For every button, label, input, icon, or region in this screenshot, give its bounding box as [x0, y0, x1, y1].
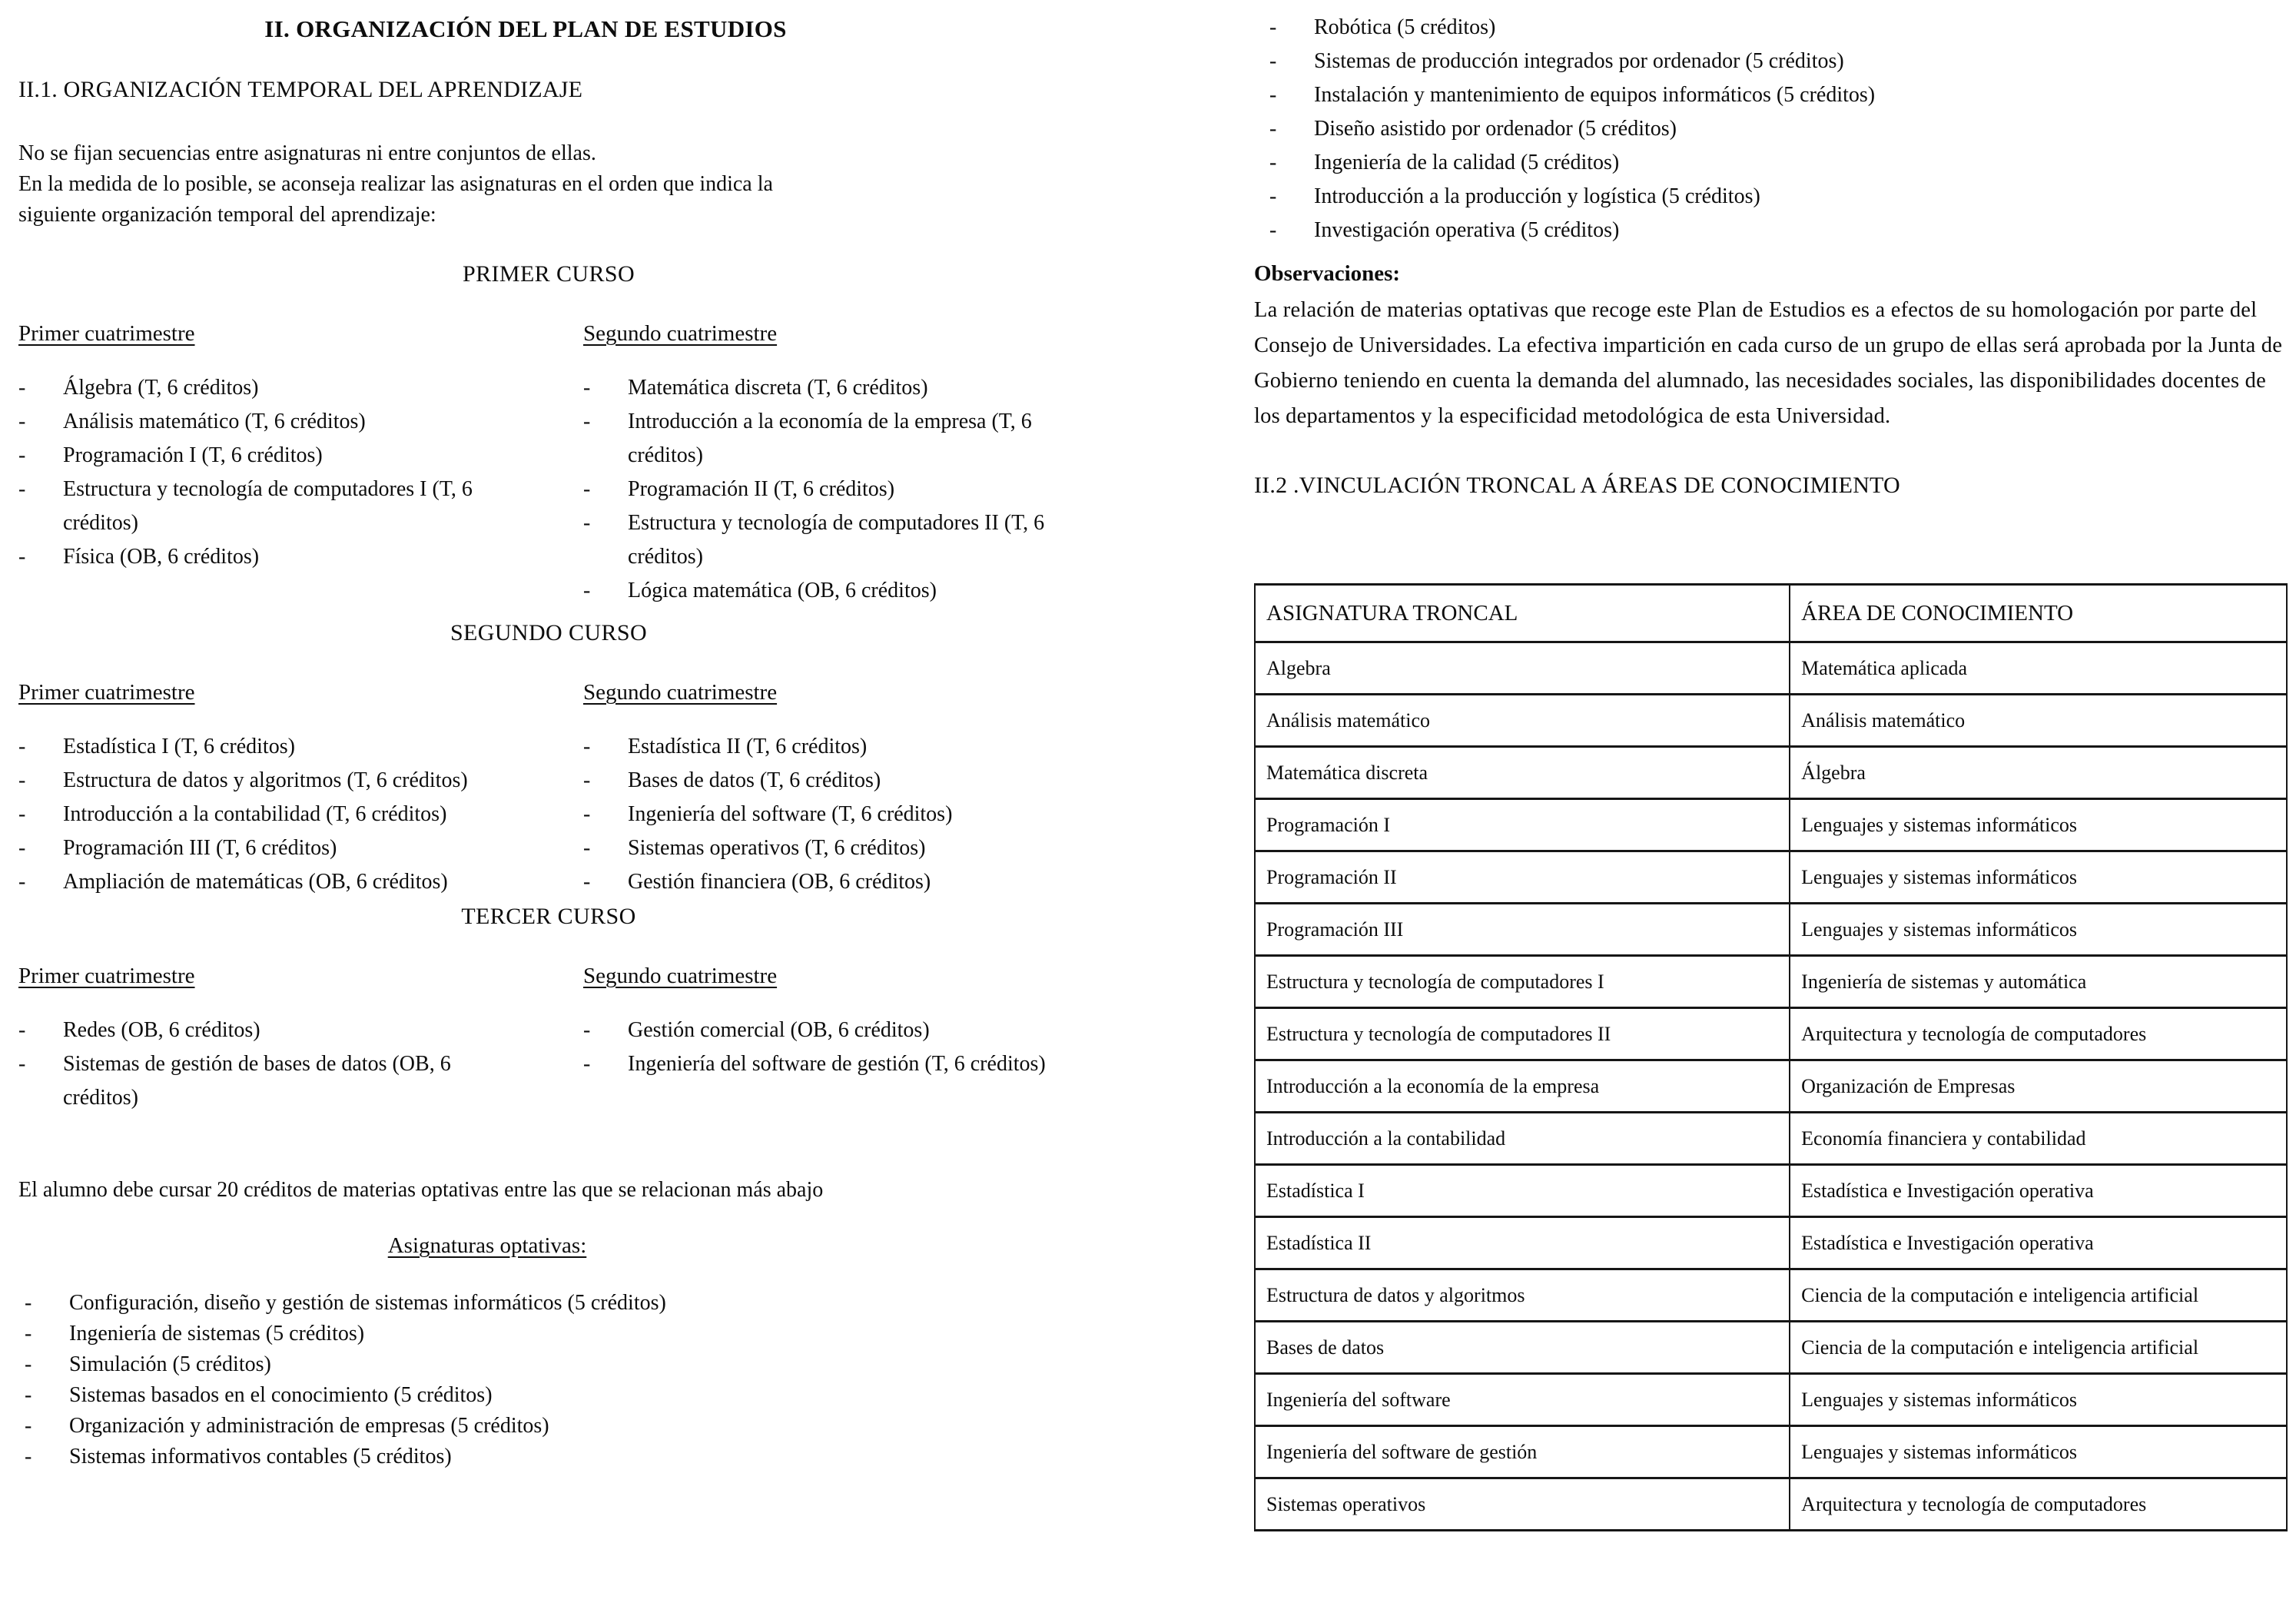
course-item-text: Ingeniería del software de gestión (T, 6 créditos) [628, 1052, 1046, 1076]
bullet-dash: - [1269, 83, 1277, 107]
bullet-dash: - [1269, 117, 1277, 141]
cell-asignatura: Sistemas operativos [1255, 1478, 1790, 1531]
cell-area: Estadística e Investigación operativa [1790, 1165, 2287, 1217]
bullet-dash: - [18, 768, 26, 792]
optional-subject-item [1269, 112, 2293, 146]
table-row [1255, 1008, 2287, 1060]
table-row [1255, 1478, 2287, 1531]
optional-subject-text: Organización y administración de empresas (5 créditos) [69, 1414, 549, 1438]
table-row [1255, 695, 2287, 747]
course-item [583, 574, 1125, 608]
bullet-dash: - [1269, 151, 1277, 174]
course-item-text: Introducción a la economía de la empresa (T, 6 créditos) [628, 410, 1032, 467]
cell-area: Matemática aplicada [1790, 642, 2287, 695]
cell-asignatura: Ingeniería del software [1255, 1374, 1790, 1426]
table-row [1255, 1165, 2287, 1217]
cell-asignatura: Matemática discreta [1255, 747, 1790, 799]
cell-area: Organización de Empresas [1790, 1060, 2287, 1113]
intro-line: siguiente organización temporal del aprendizaje: [18, 203, 436, 227]
bullet-dash: - [18, 735, 26, 758]
course-item [583, 405, 1125, 473]
bullet-dash: - [583, 870, 591, 894]
troncal-areas-table [1254, 583, 2288, 1531]
doc-title: II. ORGANIZACIÓN DEL PLAN DE ESTUDIOS [264, 15, 787, 42]
cell-area: Análisis matemático [1790, 695, 2287, 747]
bullet-dash: - [18, 836, 26, 860]
cell-area: Lenguajes y sistemas informáticos [1790, 1426, 2287, 1478]
bullet-dash: - [583, 477, 591, 501]
cell-asignatura: Algebra [1255, 642, 1790, 695]
course-item [18, 764, 556, 798]
cell-asignatura: Bases de datos [1255, 1322, 1790, 1374]
bullet-dash: - [583, 836, 591, 860]
bullet-dash: - [583, 579, 591, 602]
subject-list [18, 1014, 556, 1115]
course-item [583, 473, 1125, 506]
cell-area: Lenguajes y sistemas informáticos [1790, 1374, 2287, 1426]
bullet-dash: - [25, 1383, 32, 1407]
table-row [1255, 1217, 2287, 1269]
optional-subject-item [25, 1349, 1125, 1380]
bullet-dash: - [583, 802, 591, 826]
intro-paragraph [18, 138, 1125, 231]
cell-asignatura: Estructura y tecnología de computadores I [1255, 956, 1790, 1008]
table-header-area: ÁREA DE CONOCIMIENTO [1790, 585, 2287, 642]
bullet-dash: - [25, 1414, 32, 1438]
course-item-text: Programación I (T, 6 créditos) [63, 443, 323, 467]
bullet-dash: - [25, 1352, 32, 1376]
subject-list [18, 371, 556, 574]
cell-area: Lenguajes y sistemas informáticos [1790, 904, 2287, 956]
course-item [18, 1014, 556, 1047]
course-item [583, 730, 1125, 764]
course-item-text: Ingeniería del software (T, 6 créditos) [628, 802, 953, 826]
optional-subject-item [1269, 146, 2293, 180]
bullet-dash: - [18, 545, 26, 569]
optional-subjects-heading: Asignaturas optativas: [387, 1233, 587, 1258]
optional-subject-text: Robótica (5 créditos) [1314, 15, 1496, 39]
course-item-text: Programación II (T, 6 créditos) [628, 477, 895, 501]
course-item-text: Estructura y tecnología de computadores II (T, 6 créditos) [628, 511, 1045, 569]
optional-subject-item [1269, 45, 2293, 78]
segundo-curso-columns [18, 680, 1125, 899]
tercer-curso-second-semester [583, 964, 1125, 1115]
course-title-primer: PRIMER CURSO [462, 261, 635, 287]
course-item [583, 831, 1125, 865]
course-item-text: Sistemas operativos (T, 6 créditos) [628, 836, 926, 860]
semester-label: Segundo cuatrimestre [583, 964, 778, 988]
bullet-dash: - [18, 376, 26, 400]
tercer-curso-first-semester [18, 964, 556, 1115]
cell-asignatura: Estadística I [1255, 1165, 1790, 1217]
optional-subject-item [1269, 180, 2293, 214]
bullet-dash: - [583, 1052, 591, 1076]
course-title-segundo: SEGUNDO CURSO [450, 620, 648, 645]
right-column [1254, 0, 2293, 1531]
course-item-text: Estructura de datos y algoritmos (T, 6 créditos) [63, 768, 468, 792]
course-item [18, 831, 556, 865]
cell-asignatura: Análisis matemático [1255, 695, 1790, 747]
course-item [583, 865, 1125, 899]
table-header-row [1255, 585, 2287, 642]
semester-label: Primer cuatrimestre [18, 964, 195, 988]
intro-line: No se fijan secuencias entre asignaturas ni entre conjuntos de ellas. [18, 141, 596, 165]
semester-label: Segundo cuatrimestre [583, 680, 778, 705]
primer-curso-first-semester [18, 321, 556, 608]
optional-subjects-list-right [1254, 11, 2293, 247]
table-row [1255, 1322, 2287, 1374]
cell-area: Lenguajes y sistemas informáticos [1790, 799, 2287, 851]
segundo-curso-first-semester [18, 680, 556, 899]
optional-subject-text: Ingeniería de sistemas (5 créditos) [69, 1322, 365, 1346]
cell-area: Economía financiera y contabilidad [1790, 1113, 2287, 1165]
optional-subject-text: Sistemas informativos contables (5 créditos) [69, 1445, 452, 1468]
course-item [18, 730, 556, 764]
bullet-dash: - [18, 1052, 26, 1076]
cell-area: Estadística e Investigación operativa [1790, 1217, 2287, 1269]
optional-subject-item [1269, 11, 2293, 45]
cell-asignatura: Estructura y tecnología de computadores II [1255, 1008, 1790, 1060]
bullet-dash: - [18, 802, 26, 826]
bullet-dash: - [583, 376, 591, 400]
intro-line: En la medida de lo posible, se aconseja realizar las asignaturas en el orden que indica la [18, 172, 773, 196]
cell-area: Ciencia de la computación e inteligencia artificial [1790, 1269, 2287, 1322]
subject-list [583, 730, 1125, 899]
course-item-text: Estructura y tecnología de computadores I (T, 6 créditos) [63, 477, 473, 535]
bullet-dash: - [18, 410, 26, 433]
cell-asignatura: Estructura de datos y algoritmos [1255, 1269, 1790, 1322]
course-item-text: Estadística II (T, 6 créditos) [628, 735, 868, 758]
course-item [18, 540, 556, 574]
optional-subject-text: Sistemas basados en el conocimiento (5 créditos) [69, 1383, 493, 1407]
table-row [1255, 956, 2287, 1008]
tercer-curso-columns [18, 964, 1125, 1115]
course-item [18, 798, 556, 831]
optional-subject-text: Introducción a la producción y logística (5 créditos) [1314, 184, 1760, 208]
optional-subject-text: Sistemas de producción integrados por ordenador (5 créditos) [1314, 49, 1844, 73]
optional-subject-text: Simulación (5 créditos) [69, 1352, 271, 1376]
bullet-dash: - [1269, 184, 1277, 208]
course-item [18, 405, 556, 439]
table-row [1255, 799, 2287, 851]
course-item-text: Lógica matemática (OB, 6 créditos) [628, 579, 937, 602]
table-row [1255, 642, 2287, 695]
bullet-dash: - [583, 768, 591, 792]
optional-subject-text: Configuración, diseño y gestión de sistemas informáticos (5 créditos) [69, 1291, 666, 1315]
section-ii1-heading: II.1. ORGANIZACIÓN TEMPORAL DEL APRENDIZAJE [18, 77, 583, 102]
table-row [1255, 904, 2287, 956]
cell-area: Lenguajes y sistemas informáticos [1790, 851, 2287, 904]
optional-subject-item [25, 1288, 1125, 1319]
bullet-dash: - [1269, 49, 1277, 73]
course-item [18, 371, 556, 405]
primer-curso-columns [18, 321, 1125, 608]
table-row [1255, 1060, 2287, 1113]
course-item-text: Ampliación de matemáticas (OB, 6 créditos) [63, 870, 448, 894]
subject-list [583, 1014, 1125, 1081]
cell-asignatura: Programación II [1255, 851, 1790, 904]
table-row [1255, 747, 2287, 799]
optional-subject-item [25, 1442, 1125, 1472]
subject-list [18, 730, 556, 899]
course-item-text: Redes (OB, 6 créditos) [63, 1018, 260, 1042]
table-header-asignatura: ASIGNATURA TRONCAL [1255, 585, 1790, 642]
course-item [583, 371, 1125, 405]
optional-subject-item [1269, 78, 2293, 112]
bullet-dash: - [583, 511, 591, 535]
cell-asignatura: Estadística II [1255, 1217, 1790, 1269]
optional-credits-note: El alumno debe cursar 20 créditos de materias optativas entre las que se relacionan más abajo [18, 1178, 824, 1202]
bullet-dash: - [1269, 15, 1277, 39]
subject-list [583, 371, 1125, 608]
cell-asignatura: Programación I [1255, 799, 1790, 851]
cell-asignatura: Introducción a la contabilidad [1255, 1113, 1790, 1165]
course-item-text: Programación III (T, 6 créditos) [63, 836, 337, 860]
course-item-text: Bases de datos (T, 6 créditos) [628, 768, 881, 792]
bullet-dash: - [18, 477, 26, 501]
course-item-text: Gestión financiera (OB, 6 créditos) [628, 870, 931, 894]
course-item-text: Física (OB, 6 créditos) [63, 545, 260, 569]
course-item-text: Gestión comercial (OB, 6 créditos) [628, 1018, 930, 1042]
course-item [583, 798, 1125, 831]
optional-subject-text: Instalación y mantenimiento de equipos informáticos (5 créditos) [1314, 83, 1876, 107]
cell-area: Arquitectura y tecnología de computadores [1790, 1008, 2287, 1060]
optional-subject-item [25, 1380, 1125, 1411]
optional-subject-text: Diseño asistido por ordenador (5 créditos) [1314, 117, 1677, 141]
semester-label: Segundo cuatrimestre [583, 321, 778, 346]
table-row [1255, 851, 2287, 904]
table-row [1255, 1113, 2287, 1165]
course-item-text: Introducción a la contabilidad (T, 6 créditos) [63, 802, 447, 826]
course-item-text: Estadística I (T, 6 créditos) [63, 735, 295, 758]
optional-subject-item [25, 1411, 1125, 1442]
course-item [583, 1014, 1125, 1047]
course-item [583, 764, 1125, 798]
bullet-dash: - [25, 1445, 32, 1468]
bullet-dash: - [583, 735, 591, 758]
optional-subjects-list-left [18, 1288, 1125, 1472]
course-item [18, 439, 556, 473]
bullet-dash: - [18, 1018, 26, 1042]
cell-asignatura: Programación III [1255, 904, 1790, 956]
course-item-text: Matemática discreta (T, 6 créditos) [628, 376, 928, 400]
bullet-dash: - [583, 410, 591, 433]
optional-subject-text: Ingeniería de la calidad (5 créditos) [1314, 151, 1620, 174]
bullet-dash: - [25, 1291, 32, 1315]
bullet-dash: - [583, 1018, 591, 1042]
table-row [1255, 1426, 2287, 1478]
optional-subject-item [25, 1319, 1125, 1349]
cell-area: Ingeniería de sistemas y automática [1790, 956, 2287, 1008]
primer-curso-second-semester [583, 321, 1125, 608]
section-ii2-heading: II.2 .VINCULACIÓN TRONCAL A ÁREAS DE CONOCIMIENTO [1254, 473, 1900, 498]
semester-label: Primer cuatrimestre [18, 321, 195, 346]
bullet-dash: - [18, 443, 26, 467]
bullet-dash: - [25, 1322, 32, 1346]
observations-heading: Observaciones: [1254, 261, 1401, 286]
bullet-dash: - [1269, 218, 1277, 242]
course-item [18, 473, 556, 540]
left-column [18, 0, 1125, 1472]
course-item [583, 506, 1125, 574]
course-item-text: Álgebra (T, 6 créditos) [63, 376, 259, 400]
course-item-text: Análisis matemático (T, 6 créditos) [63, 410, 366, 433]
cell-area: Ciencia de la computación e inteligencia artificial [1790, 1322, 2287, 1374]
optional-subject-text: Investigación operativa (5 créditos) [1314, 218, 1620, 242]
table-row [1255, 1374, 2287, 1426]
cell-area: Álgebra [1790, 747, 2287, 799]
course-item [18, 865, 556, 899]
observations-text: La relación de materias optativas que recoge este Plan de Estudios es a efectos de su homologación por parte del Consejo de Universidades. La efectiva impartición en cada curso de un grupo de ellas será aprobada por la Junta de Gobierno teniendo en cuenta la demanda del alumnado, las necesidades sociales, las disponibilidades docentes de los departamentos y la especificidad metodológica de esta Universidad. [1254, 298, 2283, 428]
course-item [18, 1047, 556, 1115]
cell-asignatura: Introducción a la economía de la empresa [1255, 1060, 1790, 1113]
cell-asignatura: Ingeniería del software de gestión [1255, 1426, 1790, 1478]
optional-subject-item [1269, 214, 2293, 247]
cell-area: Arquitectura y tecnología de computadores [1790, 1478, 2287, 1531]
table-row [1255, 1269, 2287, 1322]
course-title-tercer: TERCER CURSO [461, 904, 636, 929]
segundo-curso-second-semester [583, 680, 1125, 899]
semester-label: Primer cuatrimestre [18, 680, 195, 705]
bullet-dash: - [18, 870, 26, 894]
course-item [583, 1047, 1125, 1081]
course-item-text: Sistemas de gestión de bases de datos (OB, 6 créditos) [63, 1052, 451, 1110]
